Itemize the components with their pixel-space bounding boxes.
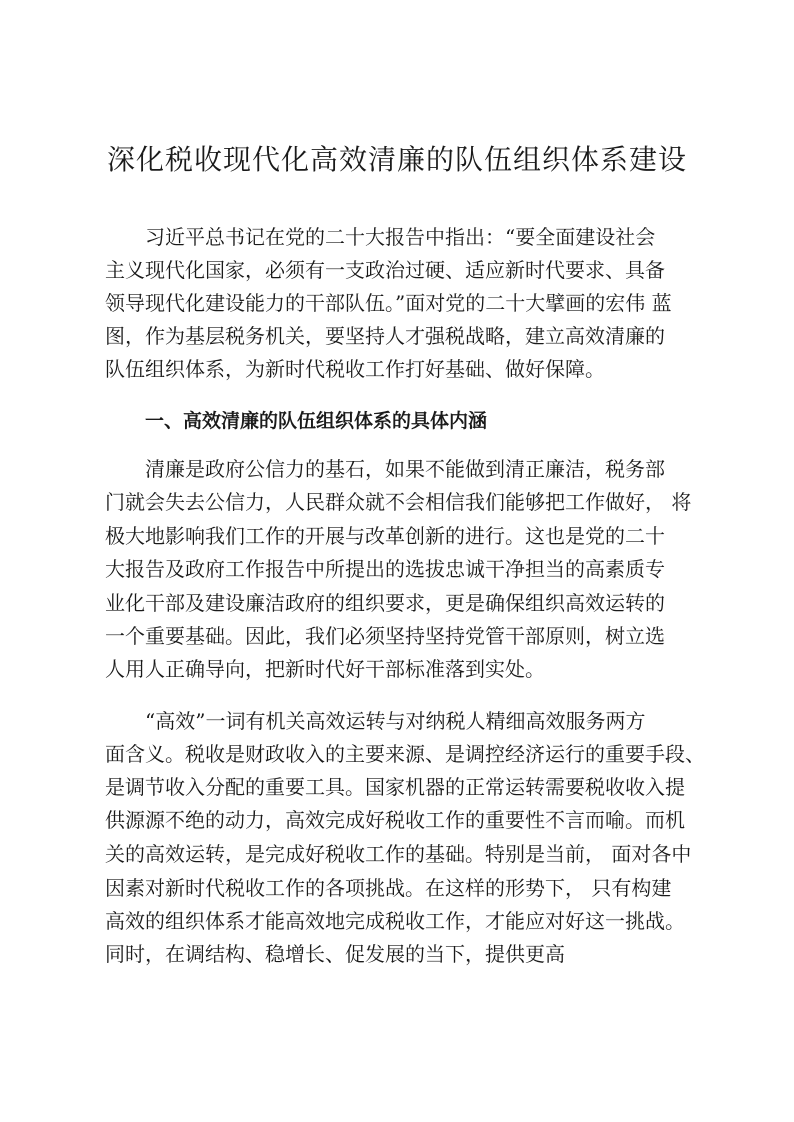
paragraph-line: 关的高效运转，是完成好税收工作的基础。特别是当前， 面对各中 [105, 842, 692, 866]
paragraph-line: “高效”一词有机关高效运转与对纳税人精细高效服务两方 [145, 709, 646, 733]
paragraph-line: 人用人正确导向，把新时代好干部标准落到实处。 [105, 657, 545, 681]
section-heading: 一、高效清廉的队伍组织体系的具体内涵 [145, 410, 488, 432]
paragraph-line: 大报告及政府工作报告中所提出的选拔忠诚干净担当的高素质专 [105, 557, 665, 581]
paragraph-line: 图，作为基层税务机关，要坚持人才强税战略，建立高效清廉的 [105, 324, 665, 348]
paragraph-line: 一个重要基础。因此，我们必须坚持坚持党管干部原则，树立选 [105, 624, 665, 648]
paragraph-line: 习近平总书记在党的二十大报告中指出：“要全面建设社会 [145, 225, 656, 249]
paragraph-line: 业化干部及建设廉洁政府的组织要求，更是确保组织高效运转的 [105, 591, 665, 615]
paragraph-line: 高效的组织体系才能高效地完成税收工作，才能应对好这一挑战。 [105, 909, 685, 933]
paragraph-line: 因素对新时代税收工作的各项挑战。在这样的形势下， 只有构建 [105, 876, 672, 900]
paragraph-line: 主义现代化国家，必须有一支政治过硬、适应新时代要求、具备 [105, 258, 665, 282]
paragraph-line: 极大地影响我们工作的开展与改革创新的进行。这也是党的二十 [105, 524, 665, 548]
paragraph-line: 面含义。税收是财政收入的主要来源、是调控经济运行的重要手段、 [105, 742, 705, 766]
paragraph-line: 领导现代化建设能力的干部队伍。”面对党的二十大擘画的宏伟 蓝 [105, 291, 672, 315]
paragraph-line: 同时，在调结构、稳增长、促发展的当下，提供更高 [105, 942, 565, 966]
paragraph-line: 供源源不绝的动力，高效完成好税收工作的重要性不言而喻。而机 [105, 808, 685, 832]
paragraph-line: 门就会失去公信力，人民群众就不会相信我们能够把工作做好， 将 [105, 490, 692, 514]
paragraph-line: 队伍组织体系，为新时代税收工作打好基础、做好保障。 [105, 357, 605, 381]
document-title: 深化税收现代化高效清廉的队伍组织体系建设 [106, 143, 687, 176]
paragraph-line: 清廉是政府公信力的基石，如果不能做到清正廉洁，税务部 [145, 457, 665, 481]
paragraph-line: 是调节收入分配的重要工具。国家机器的正常运转需要税收收入提 [105, 775, 685, 799]
